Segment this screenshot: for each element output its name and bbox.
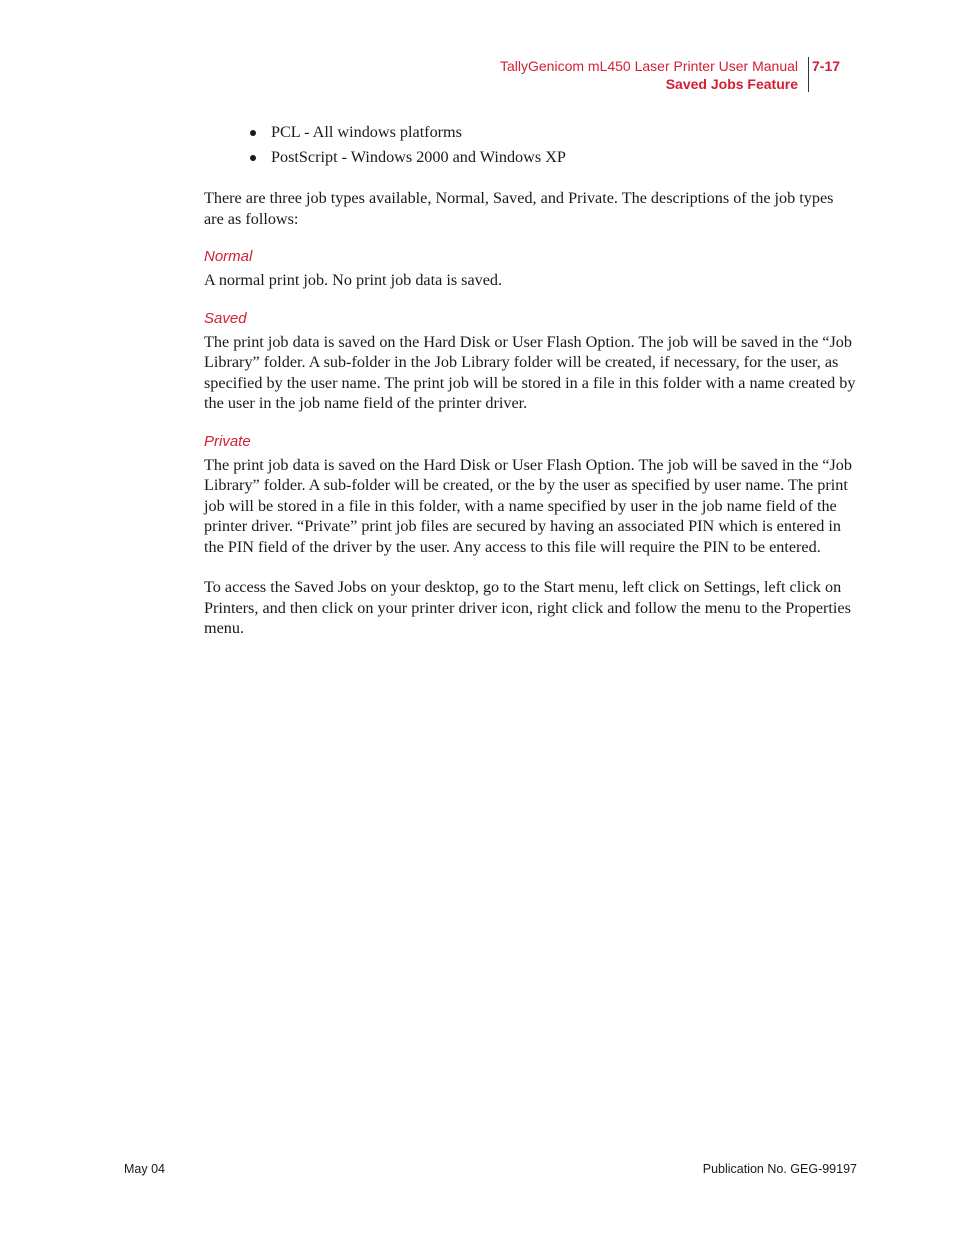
header-text (500, 57, 798, 93)
bullet-icon (250, 155, 256, 161)
subheading-normal: Normal (204, 248, 253, 265)
bullet-icon (250, 130, 256, 136)
paragraph-normal: A normal print job. No print job data is saved. (204, 271, 503, 289)
page-number: 7-17 (812, 58, 841, 74)
list-item-text: PostScript - Windows 2000 and Windows XP (271, 148, 566, 166)
access-paragraph: To access the Saved Jobs on your desktop, go to the Start menu, left click on Settings, left click on Printers, and then click on your printer driver icon, right click and follow the menu to the Properties menu. (204, 578, 851, 637)
subheading-saved: Saved (204, 309, 247, 327)
intro-paragraph: There are three job types available, Normal, Saved, and Private. The descriptions of the job types are as follows: (204, 189, 834, 228)
list-item (250, 120, 856, 145)
driver-list (204, 120, 856, 170)
page-content (204, 120, 856, 639)
subheading-private: Private (204, 432, 251, 450)
manual-title: TallyGenicom mL450 Laser Printer User Manual (499, 58, 798, 74)
paragraph-private: The print job data is saved on the Hard Disk or User Flash Option. The job will be saved in the “Job Library” folder. A sub-folder will be created, or the by the user as specified by user name. The print job will be stored in a file in this folder, with a name specified by user in the job name field of the printer driver. “Private” print job files are secured by having an associated PIN which is entered in the PIN field of the driver by the user. Any access to this file will require the PIN to be entered. (204, 455, 852, 556)
footer-publication: Publication No. GEG-99197 (702, 1162, 857, 1176)
page-header (0, 57, 954, 97)
header-divider (808, 57, 809, 92)
paragraph-saved: The print job data is saved on the Hard Disk or User Flash Option. The job will be saved in the “Job Library” folder. A sub-folder in the Job Library folder will be created, if necessary, for the user, as specified by the user name. The print job will be stored in a file in this folder with a name created by the user in the job name field of the printer driver. (204, 332, 856, 412)
list-item-text: PCL - All windows platforms (271, 123, 462, 141)
section-title: Saved Jobs Feature (665, 76, 798, 92)
footer-date: May 04 (124, 1162, 165, 1176)
list-item (250, 145, 856, 170)
